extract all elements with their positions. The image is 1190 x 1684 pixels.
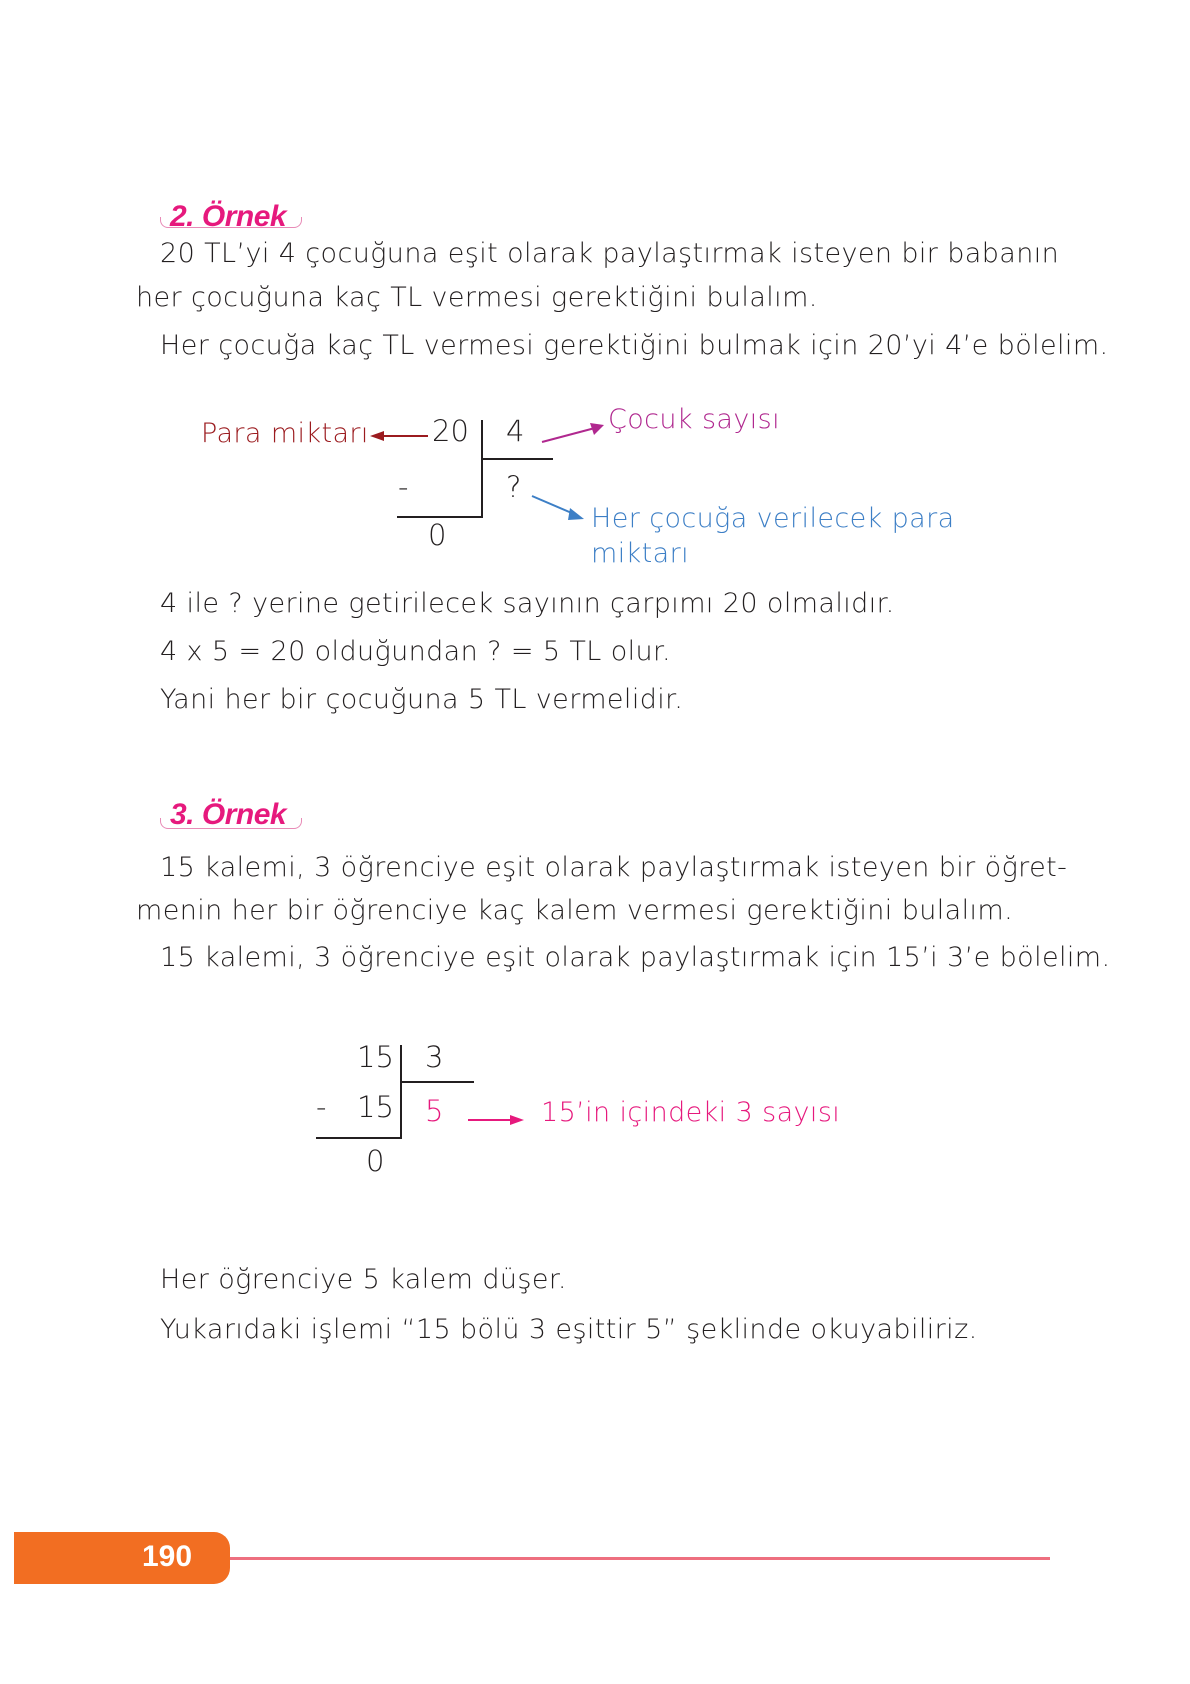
arrow-right-icon xyxy=(540,422,606,446)
example-2-paragraph-line-2: her çocuğuna kaç TL vermesi gerektiğini bulalım. xyxy=(136,282,818,313)
example-3-paragraph-line-1: 15 kalemi, 3 öğrenciye eşit olarak paylaştırmak isteyen bir öğret- xyxy=(160,852,1068,883)
arrow-right-icon xyxy=(466,1113,526,1127)
minus-sign: - xyxy=(316,1090,327,1124)
example-2-explanation-2: 4 x 5 = 20 olduğundan ? = 5 TL olur. xyxy=(160,636,672,667)
divisor: 4 xyxy=(506,414,525,448)
footer-divider xyxy=(230,1557,1050,1560)
divisor-underline xyxy=(481,458,553,460)
subtrahend: 15 xyxy=(357,1090,394,1124)
heading-underline xyxy=(160,217,302,228)
example-2-explanation-1: 4 ile ? yerine getirilecek sayının çarpımı 20 olmalıdır. xyxy=(160,588,895,619)
minus-sign: - xyxy=(398,470,409,504)
dividend: 20 xyxy=(432,414,469,448)
label-quotient-line-1: Her çocuğa verilecek para xyxy=(591,503,955,534)
quotient-unknown: ? xyxy=(506,470,522,504)
subtraction-line xyxy=(316,1137,402,1139)
example-3-heading: 3. Örnek xyxy=(170,798,287,831)
page-number: 190 xyxy=(142,1540,193,1573)
arrow-left-icon xyxy=(370,428,430,444)
division-bar-vertical xyxy=(481,420,483,518)
remainder: 0 xyxy=(366,1144,385,1178)
quotient: 5 xyxy=(425,1094,444,1128)
remainder: 0 xyxy=(428,518,447,552)
dividend: 15 xyxy=(357,1040,394,1074)
example-3-reading: Yukarıdaki işlemi “15 bölü 3 eşittir 5” şeklinde okuyabiliriz. xyxy=(160,1314,978,1345)
arrow-down-right-icon xyxy=(530,494,586,522)
example-3-instruction: 15 kalemi, 3 öğrenciye eşit olarak paylaştırmak için 15’i 3’e bölelim. xyxy=(160,942,1111,973)
label-para-miktari: Para miktarı xyxy=(201,418,369,449)
example-2-paragraph-line-1: 20 TL’yi 4 çocuğuna eşit olarak paylaştırmak isteyen bir babanın xyxy=(160,238,1060,269)
example-2-instruction: Her çocuğa kaç TL vermesi gerektiğini bulmak için 20’yi 4’e bölelim. xyxy=(160,330,1109,361)
example-3-paragraph-line-2: menin her bir öğrenciye kaç kalem vermesi gerektiğini bulalım. xyxy=(136,895,1014,926)
example-2-heading: 2. Örnek xyxy=(170,200,287,233)
page-number-badge xyxy=(14,1532,230,1584)
division-bar-vertical xyxy=(400,1045,402,1139)
label-cocuk-sayisi: Çocuk sayısı xyxy=(608,404,781,435)
label-quotient-line-2: miktarı xyxy=(591,538,689,569)
divisor: 3 xyxy=(425,1040,444,1074)
label-quotient: 15’in içindeki 3 sayısı xyxy=(541,1097,841,1128)
heading-underline xyxy=(160,818,302,829)
example-2-conclusion: Yani her bir çocuğuna 5 TL vermelidir. xyxy=(160,684,684,715)
divisor-underline xyxy=(400,1081,474,1083)
example-3-result: Her öğrenciye 5 kalem düşer. xyxy=(160,1264,567,1295)
